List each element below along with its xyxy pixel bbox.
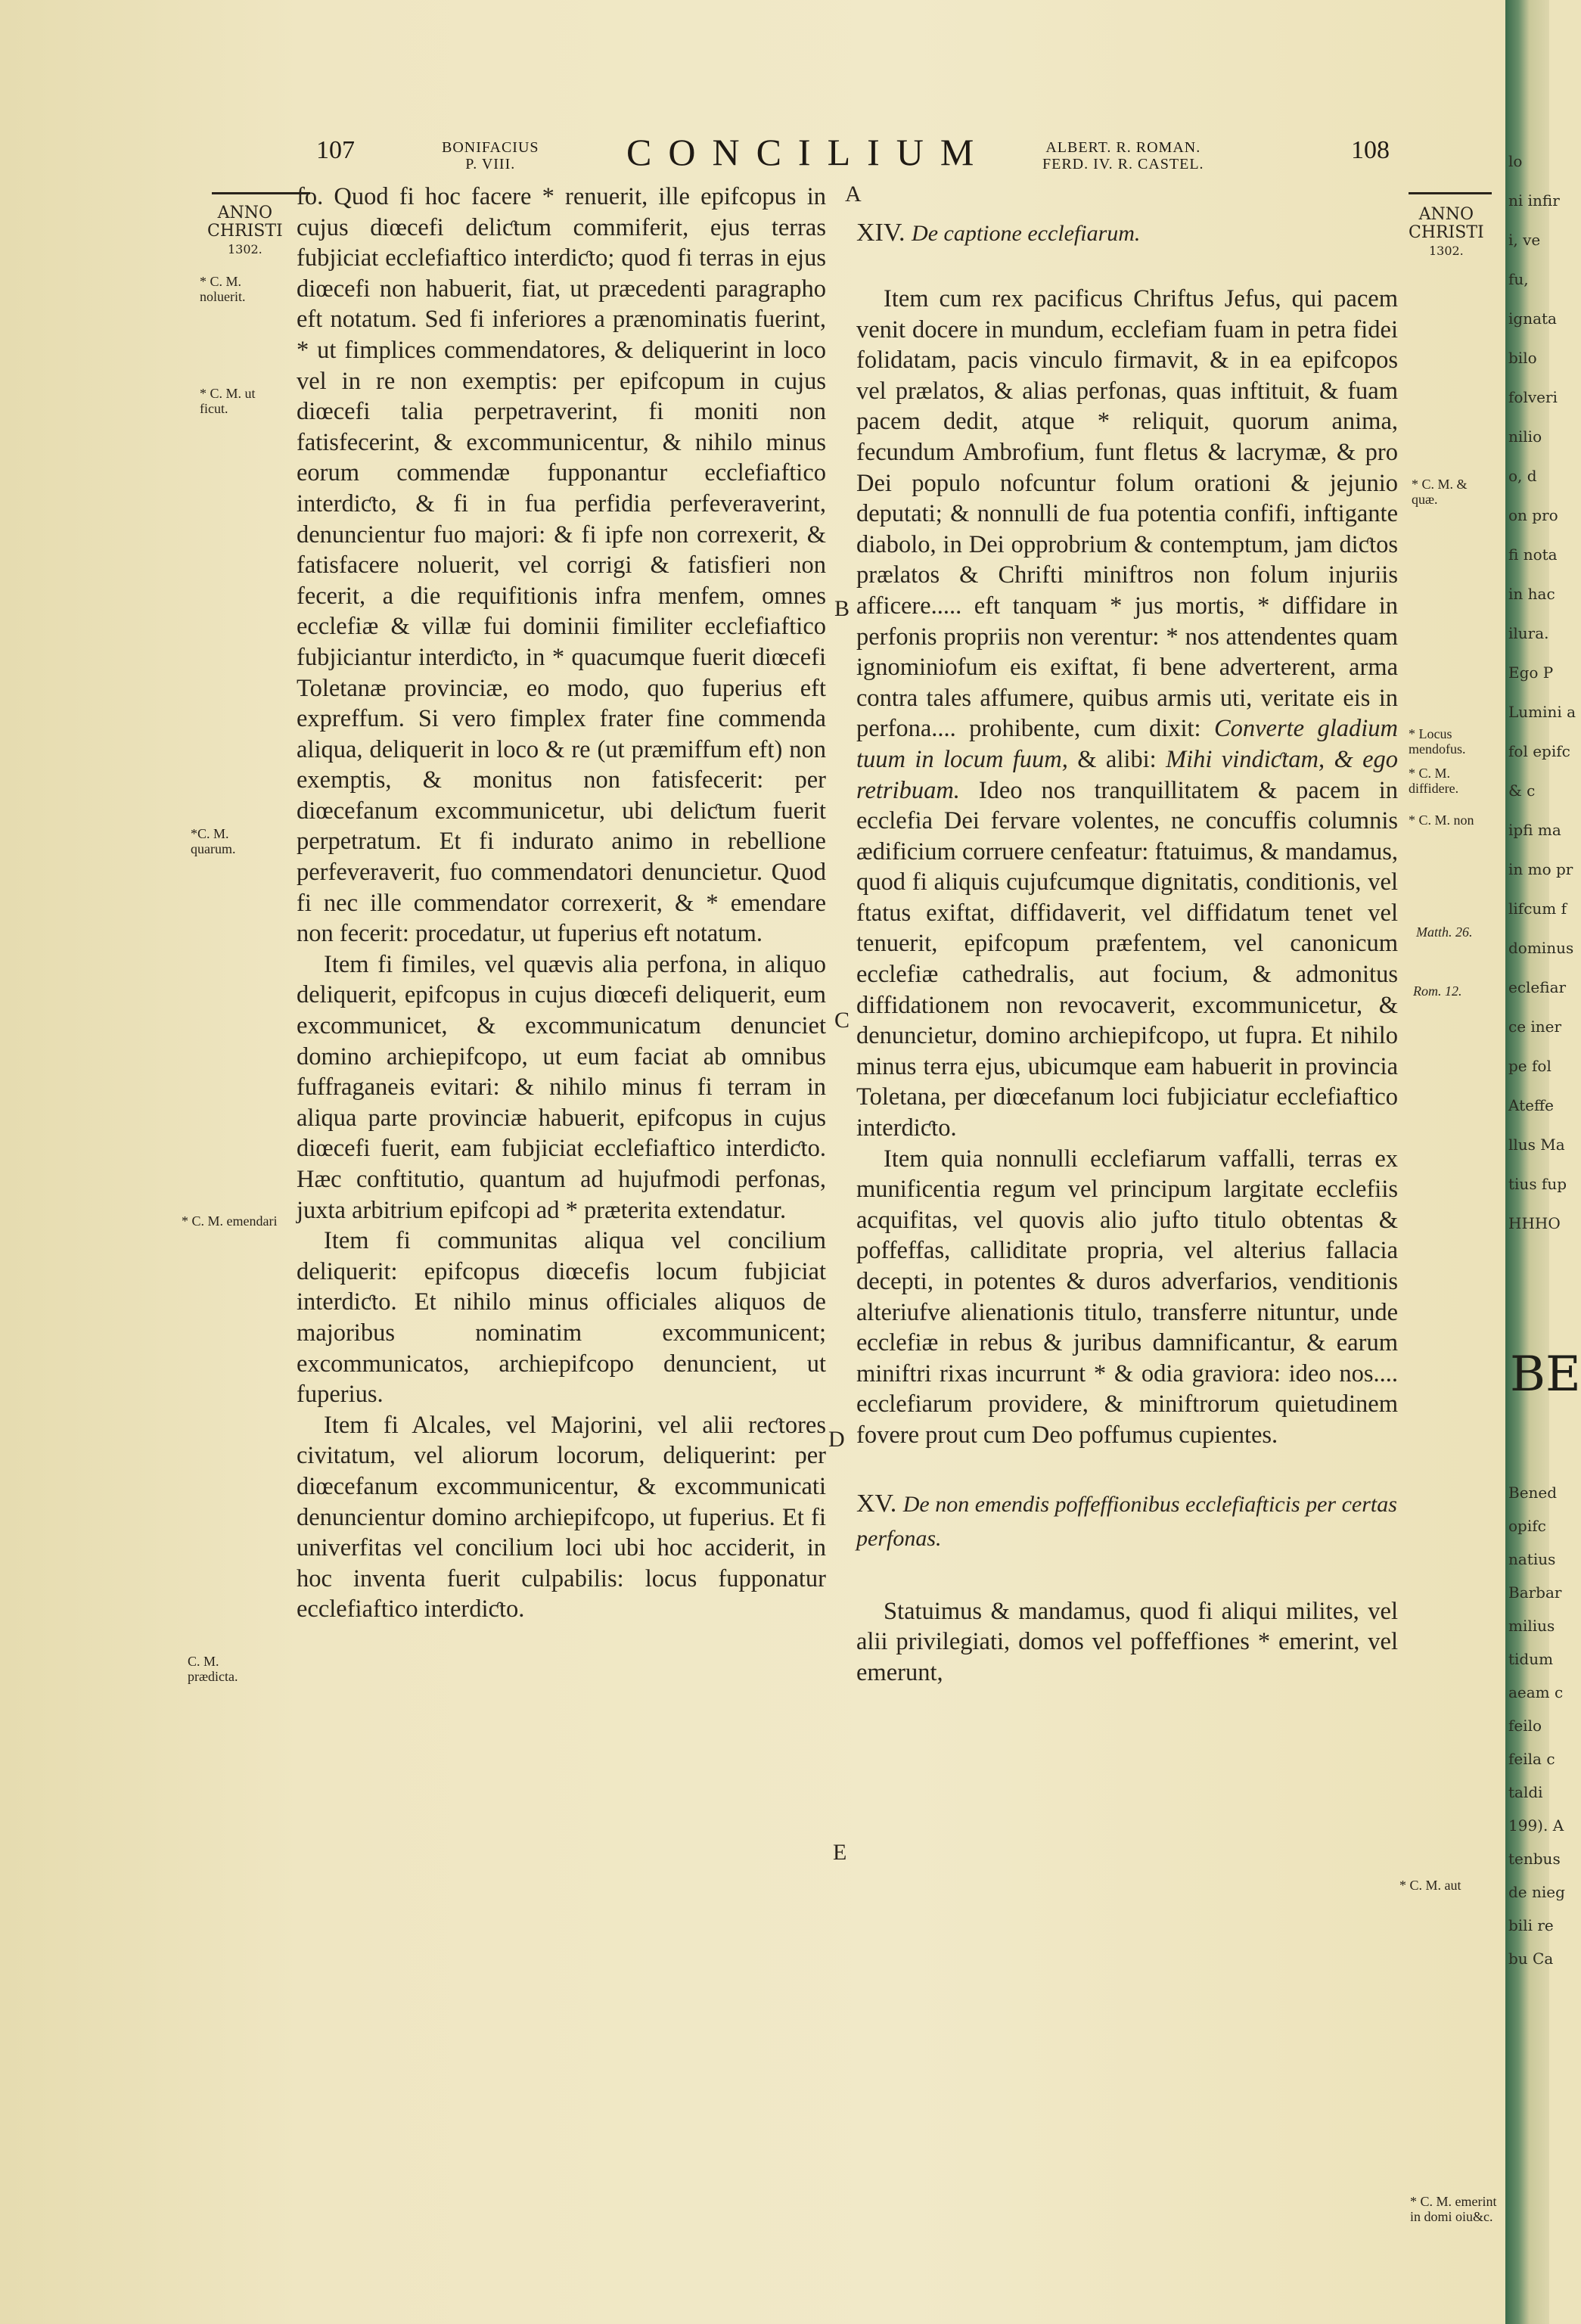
edge-text-fragment: i, ve xyxy=(1508,231,1541,249)
rule-left xyxy=(212,192,310,194)
anno-christi-left xyxy=(207,204,283,259)
anno-left-year: 1302. xyxy=(227,242,262,256)
right-text-column xyxy=(856,182,1398,1688)
edge-text-fragment: ilura. xyxy=(1508,624,1549,642)
anno-right-l2: CHRISTI xyxy=(1409,223,1484,242)
paragraph: Item fi communitas aliqua vel concilium deliquerit: epifcopus diœcefis locum fubjiciat interdiƈto. Et nihilo minus officiales aliquos de majoribus nominatim excommunicent; excommunicatos, archiepifcopo denuncient, ut fuperius. xyxy=(297,1227,826,1409)
edge-text-fragment: lo xyxy=(1508,152,1523,170)
paragraph-text: & alibi: xyxy=(1077,745,1157,773)
header-right-line-2: FERD. IV. R. CASTEL. xyxy=(1042,156,1204,172)
edge-text-fragment: o, d xyxy=(1508,467,1537,485)
edge-text-fragment: Barbar xyxy=(1508,1583,1562,1602)
anno-left-l1: ANNO xyxy=(217,204,273,222)
margin-note-right: Rom. 12. xyxy=(1413,983,1462,999)
edge-text-fragment: eclefiar xyxy=(1508,978,1567,996)
edge-text-fragment: feilo xyxy=(1508,1717,1542,1735)
edge-text-fragment: aeam c xyxy=(1508,1683,1564,1701)
section-number: XIV. xyxy=(856,219,905,247)
edge-text-fragment: natius xyxy=(1508,1550,1556,1568)
edge-text-fragment: fu, xyxy=(1508,270,1529,288)
running-title: CONCILIUM xyxy=(626,131,991,173)
edge-text-fragment: lifcum f xyxy=(1508,899,1567,918)
next-page-edge xyxy=(1505,0,1581,2324)
anno-right-l1: ANNO xyxy=(1418,205,1474,224)
edge-text-fragment: Bened xyxy=(1508,1484,1558,1502)
edge-text-fragment: Ateffe xyxy=(1508,1096,1555,1114)
margin-note-left: * C. M. emendari xyxy=(182,1213,278,1229)
section-letter: B xyxy=(834,596,850,621)
paragraph: Item fi Alcales, vel Majorini, vel alii reƈtores civitatum, vel aliorum locorum, deliquerint: per diœcefanum excommunicentur, & excommunicati denuncientur domino archiepifcopo, ut fuperius. Et fi univerfitas vel concilium loci ubi hoc acciderit, in hoc inventa fuerit culpabilis: locus fupponatur ecclefiaftico interdiƈto. xyxy=(297,1411,826,1623)
edge-big-letters: BE xyxy=(1510,1347,1581,1403)
left-text-column xyxy=(297,182,826,1625)
edge-text-fragment: fol epifc xyxy=(1508,742,1570,760)
edge-text-fragment: Ego P xyxy=(1508,663,1554,682)
header-right-line-1: ALBERT. R. ROMAN. xyxy=(1045,139,1201,156)
margin-note-right: * C. M. diffidere. xyxy=(1409,766,1459,796)
margin-note-left: *C. M. quarum. xyxy=(191,826,236,856)
margin-note-right: * C. M. & quæ. xyxy=(1412,477,1468,507)
section-heading xyxy=(856,1487,1398,1555)
margin-note-right: * C. M. non xyxy=(1409,812,1474,828)
section-letter: C xyxy=(834,1008,850,1033)
margin-note-left: * C. M. noluerit. xyxy=(200,274,246,304)
anno-left-l2: CHRISTI xyxy=(207,222,283,241)
edge-text-fragment: opifc xyxy=(1508,1517,1546,1535)
section-letter: E xyxy=(833,1840,847,1865)
edge-text-fragment: folveri xyxy=(1508,388,1558,406)
section-heading xyxy=(856,216,1398,250)
header-left-line-1: BONIFACIUS xyxy=(442,139,539,156)
margin-note-left: C. M. prædicta. xyxy=(188,1654,238,1684)
edge-text-fragment: bili re xyxy=(1508,1916,1554,1934)
section-title: De captione ecclefiarum. xyxy=(912,221,1141,246)
rule-right xyxy=(1409,192,1492,194)
scripture-quote: Converte gladium tuum in locum fuum, xyxy=(856,715,1398,773)
page-number-right: 108 xyxy=(1351,136,1390,164)
margin-note-right: * C. M. emerint in domi oiu&c. xyxy=(1410,2194,1497,2224)
edge-text-fragment: & c xyxy=(1508,781,1536,800)
edge-text-fragment: milius xyxy=(1508,1617,1555,1635)
edge-text-fragment: pe fol xyxy=(1508,1057,1551,1075)
edge-text-fragment: HHHO xyxy=(1508,1214,1561,1232)
section-number: XV. xyxy=(856,1489,897,1518)
edge-text-fragment: Lumini a xyxy=(1508,703,1576,721)
edge-text-fragment: dominus xyxy=(1508,939,1574,957)
edge-text-fragment: in hac xyxy=(1508,585,1555,603)
margin-note-right: * Locus mendofus. xyxy=(1409,726,1466,757)
paragraph-text: Item cum rex pacificus Chriftus Jefus, qui pacem venit docere in mundum, ecclefiam fuam in petra fidei folidatam, pacis vinculo firmavit, & in ea epifcopos vel prælatos, & alias perfonas, quas inftituit, & fuam pacem dedit, atque * reliquit, quorum anima, fecundum Ambrofium, funt fletus & lacrymæ, & pro Dei populo nofcuntur folum orationi & jejunio deputati; & nonnulli de fua potentia confifi, inftigante diabolo, in Dei opprobrium & contemptum, jam diƈtos prælatos & Chrifti miniftros non folum injuriis afficere..... eft tanquam * jus mortis, * diffidare in perfonis propriis non verentur: * nos attendentes quam ignominiofum eis exiftat, fi bene adverterent, arma contra tales affumere, quibus armis uti, veritate eis in perfona.... prohibente, cum dixit: xyxy=(856,285,1398,743)
edge-text-fragment: ipfi ma xyxy=(1508,821,1561,839)
paragraph: fo. Quod fi hoc facere * renuerit, ille epifcopus in cujus diœcefi deliƈtum commiferit, ejus terras fubjiciat ecclefiaftico interdiƈto; quod fi terras in ejus diœcefi non habuerit, fiat, ut præcedenti paragrapho eft notatum. Sed fi inferiores a prænominatis fuerint, * ut fimplices commendatores, & deliquerint in loco vel in re non exemptis: per epifcopum in cujus diœcefi talia perpetraverint, fi moniti non fatisfecerint, & excommunicentur, & nihilo minus eorum commendæ fupponantur ecclefiaftico interdiƈto, & fi in fua perfidia perfeveraverint, denuncientur fuo majori: & fi ipfe non correxerit, & fatisfacere noluerit, vel corrigi & fatisfieri non fecerit, a die requifitionis infra menfem, omnes ecclefiæ & villæ fui dominii fimiliter ecclefiaftico fubjiciantur interdiƈto, in * quacumque fuerit diœcefi Toletanæ provinciæ, eo modo, quo fuperius eft expreffum. Si vero fimplex frater fine commenda aliqua, deliquerit in loco & re (ut præmiffum eft) non exemptis, & monitus non fatisfecerit: per diœcefanum excommunicetur, ubi deliƈtum fuerit perpetratum. Et fi indurato animo in rebellione perfeveraverit, fuo commendatori denuncietur. Quod fi nec ille commendator correxerit, & * emendare non fecerit: procedatur, ut fuperius eft notatum. xyxy=(297,183,826,948)
margin-note-right: * C. M. aut xyxy=(1399,1878,1461,1893)
header-left-subtitle xyxy=(442,139,539,172)
margin-note-left: * C. M. ut ficut. xyxy=(200,386,256,416)
edge-text-fragment: tius fup xyxy=(1508,1175,1567,1193)
edge-text-fragment: fi nota xyxy=(1508,545,1558,564)
page-number-left: 107 xyxy=(316,136,355,164)
section-title: De non emendis poffeffionibus ecclefiafticis per certas perfonas. xyxy=(856,1491,1397,1551)
edge-text-fragment: de nieg xyxy=(1508,1883,1565,1901)
anno-christi-right xyxy=(1409,206,1484,260)
edge-text-fragment: tidum xyxy=(1508,1650,1554,1668)
margin-note-right: Matth. 26. xyxy=(1416,924,1473,940)
edge-text-fragment: in mo pr xyxy=(1508,860,1573,878)
section-letter: D xyxy=(828,1427,845,1452)
paragraph xyxy=(856,284,1398,1144)
edge-text-fragment: ni infir xyxy=(1508,191,1560,210)
header-left-line-2: P. VIII. xyxy=(465,156,516,172)
edge-text-fragment: bu Ca xyxy=(1508,1950,1554,1968)
edge-text-fragment: bilo xyxy=(1508,349,1537,367)
paragraph-text: Ideo nos tranquillitatem & pacem in ecclefia Dei fervare volentes, ne concuffis columnis ædificium corruere cenfeatur: ftatuimus, & mandamus, quod fi aliquis cujufcumque dignitatis, conditionis, vel ftatus exiftat, diffidaverit, vel diffidatum tenet vel tenuerit, epifcopum præfentem, vel canonicum ecclefiæ cathedralis, aut focium, & admonitus diffidationem non revocaverit, excommunicetur, & denuncietur, domino archiepifcopo, ut fupra. Et nihilo minus terra ejus, ubicumque eam habuerit in provincia Toletana, per diœcefanum loci fubjiciatur ecclefiaftico interdiƈto. xyxy=(856,776,1399,1142)
edge-text-fragment: 199). A xyxy=(1508,1816,1564,1835)
edge-text-fragment: ignata xyxy=(1508,309,1557,328)
paragraph: Statuimus & mandamus, quod fi aliqui milites, vel alii privilegiati, domos vel poffeffiones * emerint, vel emerunt, xyxy=(856,1597,1398,1686)
scripture-quote: Mihi vindiƈtam, & ego retribuam. xyxy=(856,745,1399,804)
paragraph: Item fi fimiles, vel quævis alia perfona, in aliquo deliquerit, epifcopus in cujus diœcefi deliquerit, eum excommunicet, & excommunicatum denunciet domino archiepifcopo, ut eum faciat ab omnibus fuffraganeis evitari: & nihilo minus fi terram in aliqua parte provinciæ habuerit, epifcopus in cujus diœcefi fuerit, eam fubjiciat ecclefiaftico interdiƈto. Hæc conftitutio, quantum ad hujufmodi perfonas, juxta arbitrium epifcopi ad * præterita extendatur. xyxy=(297,950,826,1224)
edge-text-fragment: ce iner xyxy=(1508,1018,1562,1036)
edge-text-fragment: nilio xyxy=(1508,427,1542,446)
edge-text-fragment: llus Ma xyxy=(1508,1136,1565,1154)
edge-text-fragment: tenbus xyxy=(1508,1850,1561,1868)
edge-text-fragment: on pro xyxy=(1508,506,1558,524)
edge-text-fragment: taldi xyxy=(1508,1783,1543,1801)
anno-right-year: 1302. xyxy=(1428,244,1464,258)
paragraph: Item quia nonnulli ecclefiarum vaffalli, terras ex munificentia regum vel principum largitate ecclefiis acquifitas, vel quovis alio jufto titulo obtentas & poffeffas, calliditate propria, vel alterius fallacia decepti, in potentes & duros adverfarios, venditionis alteriufve alienationis titulo, transferre nituntur, unde ecclefiæ in rebus & juribus damnificantur, & earum miniftri rixas incurrunt * & odia graviora: ideo nos.... ecclefiarum providere, & miniftrorum quietudinem fovere prout cum Deo poffumus cupientes. xyxy=(856,1145,1398,1449)
section-letter: A xyxy=(845,182,862,207)
edge-text-fragment: feila c xyxy=(1508,1750,1555,1768)
header-right-subtitle xyxy=(1042,139,1204,172)
